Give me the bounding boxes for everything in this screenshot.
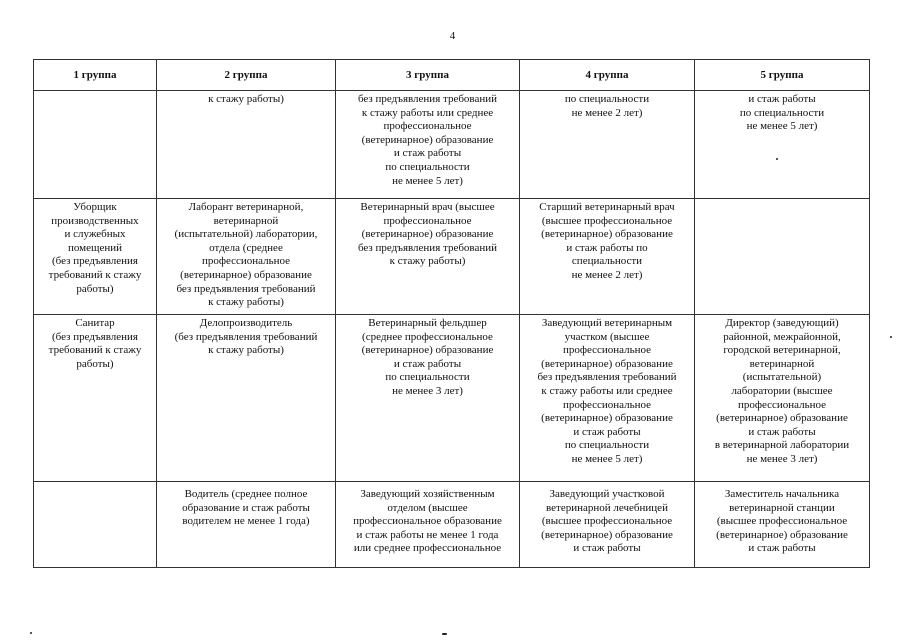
table-cell: Заместитель начальника ветеринарной станции (высшее профессиональное (ветеринарное) образование и стаж работы [695,482,870,568]
table-row [34,91,870,199]
header-group-1: 1 группа [34,60,157,91]
table-cell: к стажу работы) [157,91,336,199]
table-cell: Заведующий ветеринарным участком (высшее профессиональное (ветеринарное) образование без предъявления требований к стажу работы или среднее профессиональное (ветеринарное) образование и стаж работы по специальности не менее 5 лет) [520,315,695,482]
page-number: 4 [449,30,456,42]
table-cell: Заведующий хозяйственным отделом (высшее профессиональное образование и стаж работы не менее 1 года или среднее профессиональное [336,482,520,568]
table-cell: Старший ветеринарный врач (высшее профессиональное (ветеринарное) образование и стаж работы по специальности не менее 2 лет) [520,199,695,315]
table-cell: и стаж работы по специальности не менее 5 лет) [695,91,870,199]
table-row [34,199,870,315]
table-cell: Водитель (среднее полное образование и стаж работы водителем не менее 1 года) [157,482,336,568]
staff-groups-table [33,59,870,568]
table-cell: Заведующий участковой ветеринарной лечебницей (высшее профессиональное (ветеринарное) образование и стаж работы [520,482,695,568]
scan-speck [890,336,892,338]
table-cell: Делопроизводитель (без предъявления требований к стажу работы) [157,315,336,482]
table-cell: Уборщик производственных и служебных помещений (без предъявления требований к стажу работы) [34,199,157,315]
table-cell [695,199,870,315]
table-header-row [34,60,870,91]
table-cell: по специальности не менее 2 лет) [520,91,695,199]
header-group-3: 3 группа [336,60,520,91]
table-row [34,315,870,482]
header-group-5: 5 группа [695,60,870,91]
table-cell: Ветеринарный фельдшер (среднее профессиональное (ветеринарное) образование и стаж работы по специальности не менее 3 лет) [336,315,520,482]
table-cell [34,482,157,568]
table-cell: Директор (заведующий) районной, межрайонной, городской ветеринарной, ветеринарной (испытательной) лаборатории (высшее профессиональное (ветеринарное) образование и стаж работы в ветеринарной лаборатории не менее 3 лет) [695,315,870,482]
header-group-2: 2 группа [157,60,336,91]
table-cell: Лаборант ветеринарной, ветеринарной (испытательной) лаборатории, отдела (среднее профессиональное (ветеринарное) образование без предъявления требований к стажу работы) [157,199,336,315]
scan-speck [30,632,32,634]
header-group-4: 4 группа [520,60,695,91]
table-cell: Ветеринарный врач (высшее профессиональное (ветеринарное) образование без предъявления требований к стажу работы) [336,199,520,315]
table-cell [34,91,157,199]
table-cell: без предъявления требований к стажу работы или среднее профессиональное (ветеринарное) образование и стаж работы по специальности не менее 5 лет) [336,91,520,199]
table-row [34,482,870,568]
scan-speck [776,158,778,160]
scan-speck [442,633,447,635]
table-cell: Санитар (без предъявления требований к стажу работы) [34,315,157,482]
